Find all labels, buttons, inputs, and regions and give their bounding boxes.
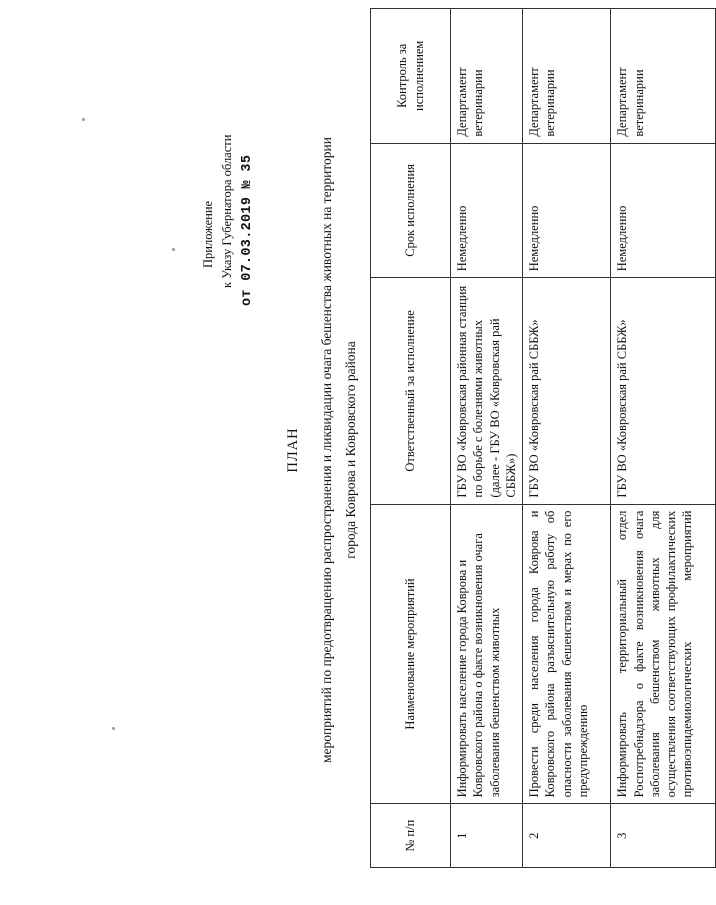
plan-subtitle-line-1: мероприятий по предотвращению распространения и ликвидации очага бешенства животных на территории: [319, 137, 334, 763]
row-control: Департамент ветеринарии: [451, 9, 523, 144]
row-num: 1: [451, 804, 523, 868]
plan-title: ПЛАН: [285, 427, 301, 473]
header-control: Контроль за исполнением: [371, 9, 451, 144]
table-header-row: [371, 9, 451, 868]
appendix-title: Приложение: [201, 200, 215, 268]
header-action: Наименование мероприятий: [371, 504, 451, 804]
scan-speck: [172, 248, 175, 251]
plan-subtitle-line-2: города Коврова и Ковровского района: [342, 341, 358, 559]
row-term: Немедленно: [523, 143, 611, 278]
row-num: 2: [523, 804, 611, 868]
scan-speck: [112, 727, 115, 730]
table-row: [611, 9, 716, 868]
appendix-decree-line: к Указу Губернатора области: [220, 134, 235, 288]
row-responsible: ГБУ ВО «Ковровская рай СББЖ»: [523, 278, 611, 504]
row-responsible: ГБУ ВО «Ковровская районная станция по борьбе с болезнями животных (далее - ГБУ ВО «Ковровская рай СББЖ»): [451, 278, 523, 504]
header-responsible: Ответственный за исполнение: [371, 278, 451, 504]
header-num: № п/п: [371, 804, 451, 868]
row-action: Информировать территориальный отдел Роспотребнадзора о факте возникновения очага заболевания бешенством животных для осуществления соответствующих профилактических противоэпидемиологических мероприятий: [611, 504, 716, 804]
table-row: [523, 9, 611, 868]
scan-speck: [82, 118, 85, 121]
plan-subtitle: [315, 10, 362, 890]
appendix-header: [199, 26, 259, 306]
row-term: Немедленно: [451, 143, 523, 278]
row-num: 3: [611, 804, 716, 868]
row-responsible: ГБУ ВО «Ковровская рай СББЖ»: [611, 278, 716, 504]
table-row: [451, 9, 523, 868]
row-control: Департамент ветеринарии: [611, 9, 716, 144]
header-term: Срок исполнения: [371, 143, 451, 278]
row-control: Департамент ветеринарии: [523, 9, 611, 144]
row-action: Провести среди населения города Коврова и Ковровского района разъяснительную работу об опасности заболевания бешенством и мерах по его предупреждению: [523, 504, 611, 804]
row-action: Информировать население города Коврова и Ковровского района о факте возникновения очага заболевания бешенством животных: [451, 504, 523, 804]
plan-table: [370, 8, 716, 868]
document-page: [195, 10, 695, 890]
row-term: Немедленно: [611, 143, 716, 278]
appendix-date: от 07.03.2019 № 35: [239, 154, 255, 306]
